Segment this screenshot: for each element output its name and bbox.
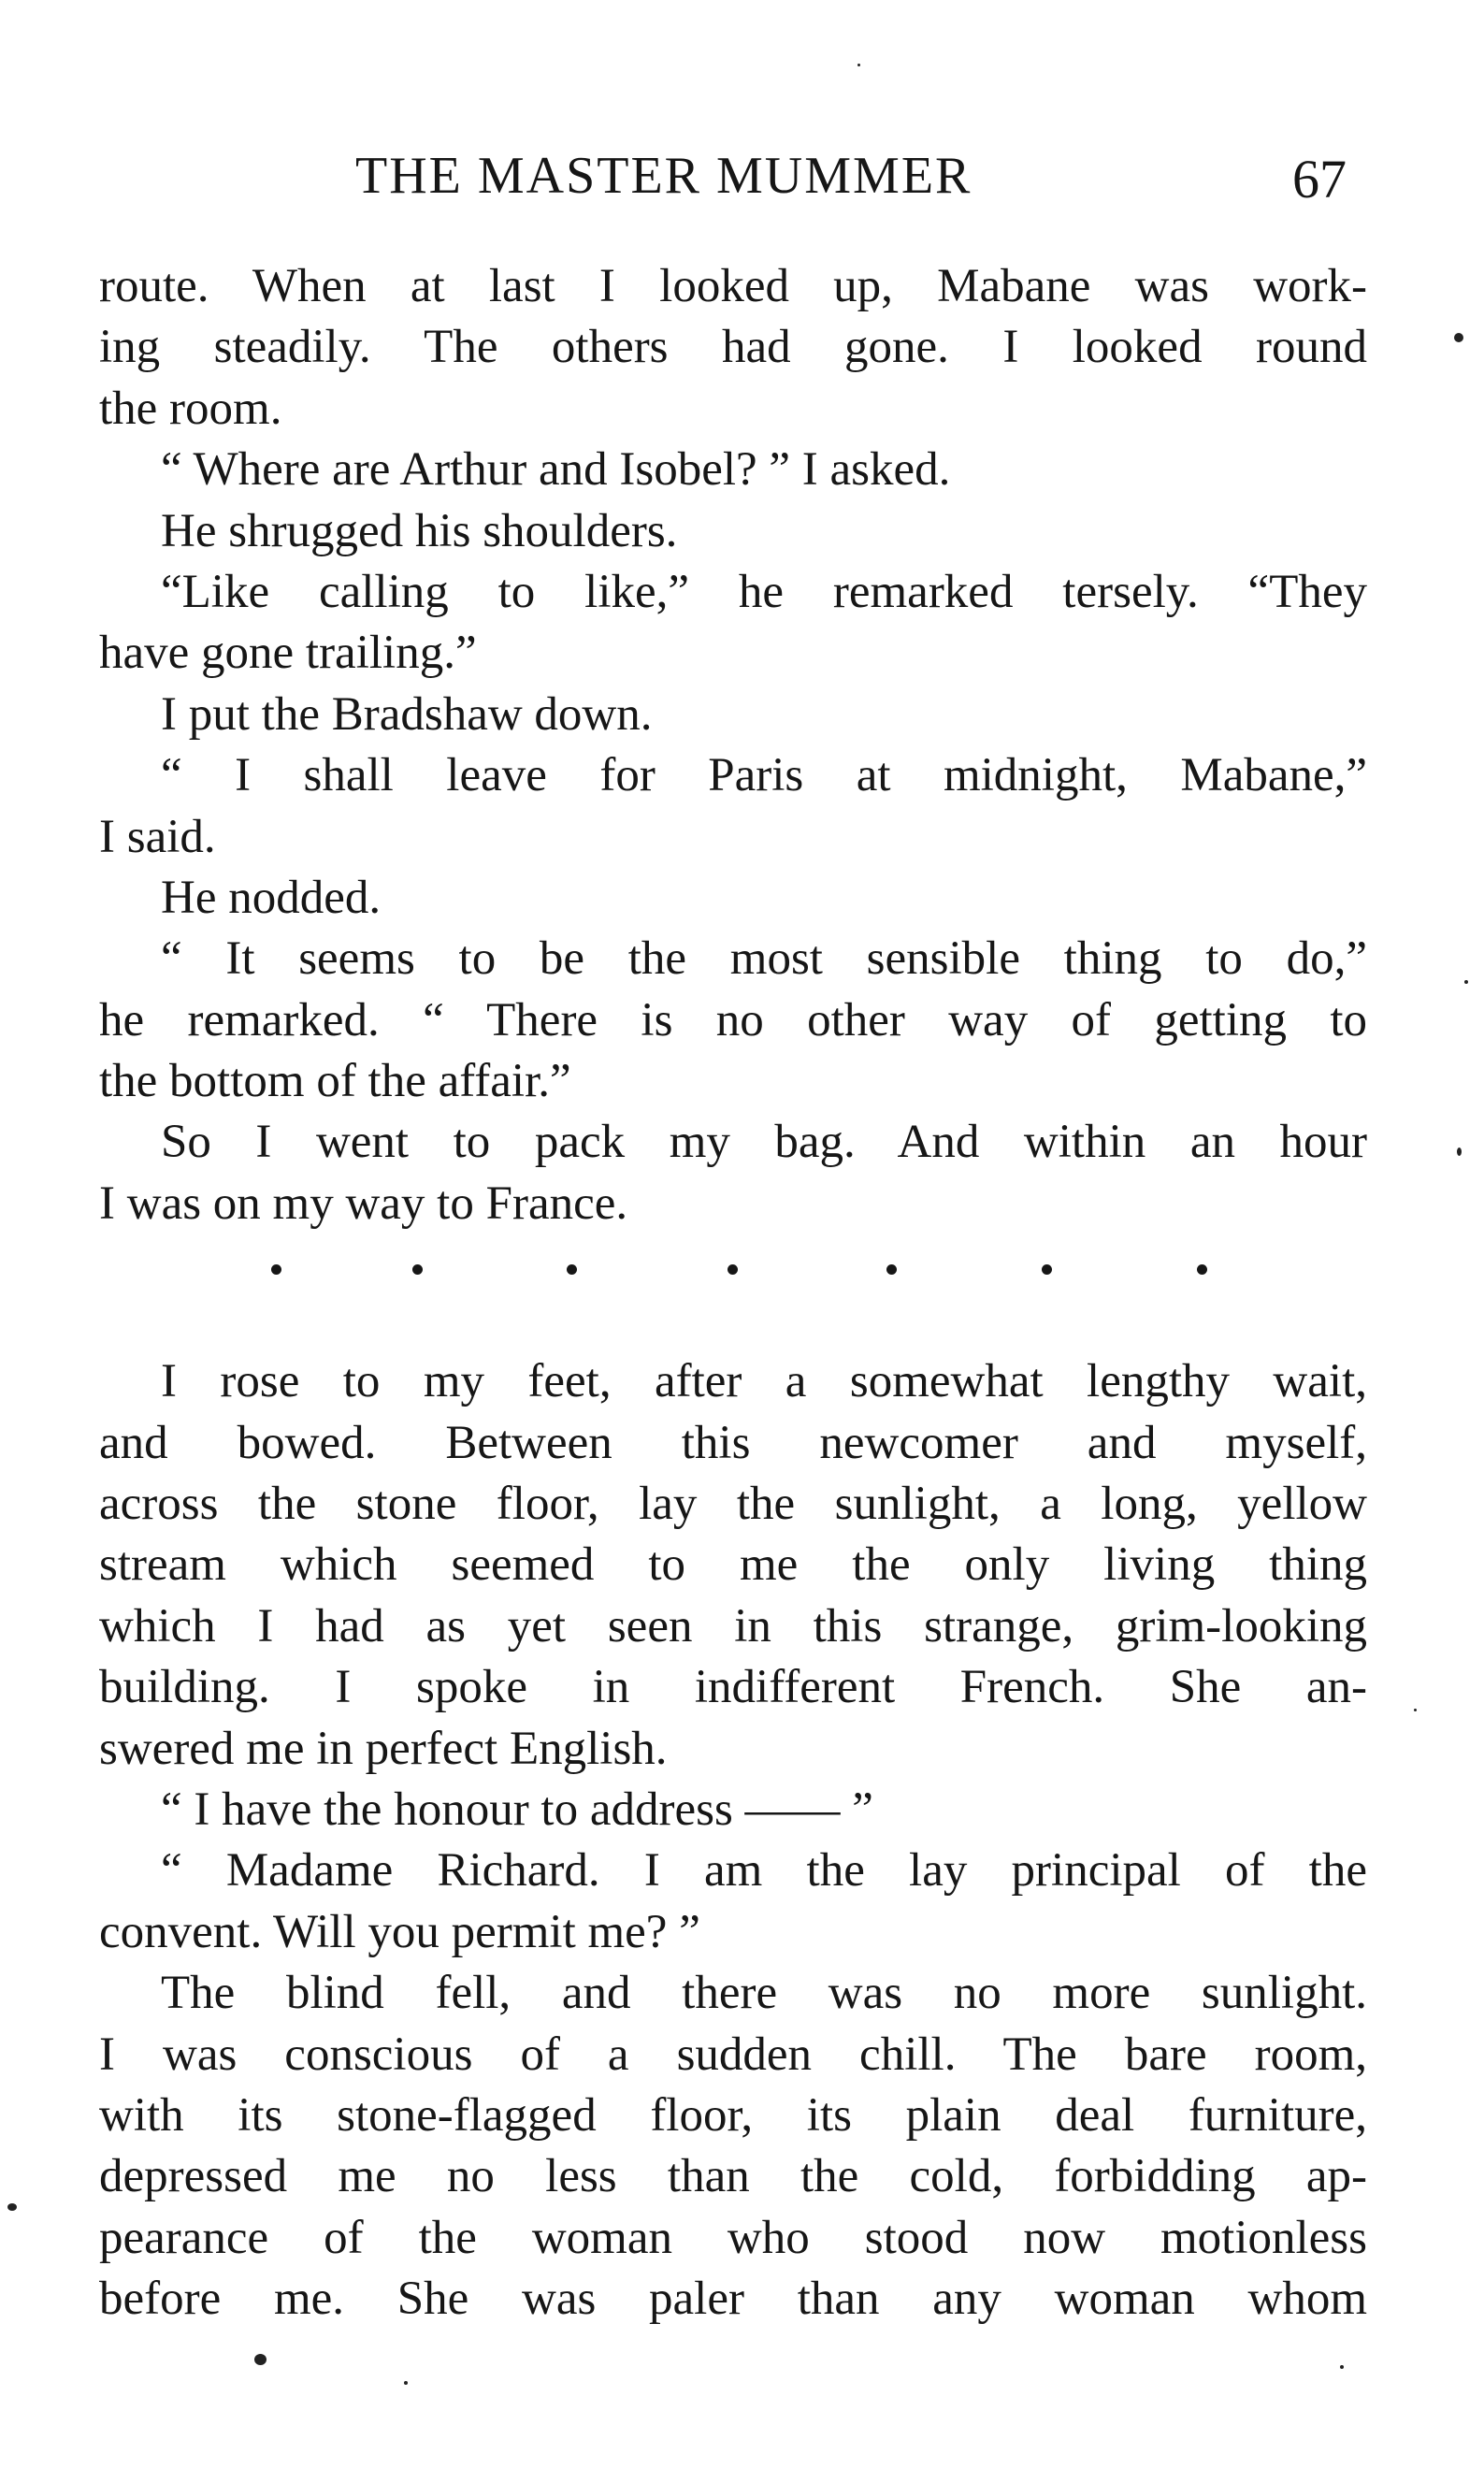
text-line: the bottom of the affair.” [99, 1055, 571, 1108]
print-speck [7, 2203, 17, 2211]
page-number: 67 [1292, 149, 1347, 209]
ellipsis-dot [1197, 1264, 1207, 1275]
print-speck [404, 2381, 408, 2385]
text-line: building. I spoke in indifferent French. She an- [99, 1661, 1367, 1714]
text-line: He shrugged his shoulders. [161, 504, 678, 557]
text-line: convent. Will you permit me? ” [99, 1905, 700, 1958]
running-header [0, 138, 1484, 213]
text-line: which I had as yet seen in this strange, grim-looking [99, 1599, 1367, 1653]
text-line: and bowed. Between this newcomer and myself, [99, 1416, 1367, 1469]
text-line: The blind fell, and there was no more sunlight. [161, 1967, 1367, 2020]
text-line: “ I shall leave for Paris at midnight, Mabane,” [161, 749, 1367, 802]
section-break-dots [99, 1234, 1367, 1300]
print-speck [254, 2354, 267, 2365]
ellipsis-dot [412, 1264, 423, 1275]
text-line: “ I have the honour to address —— ” [161, 1782, 873, 1836]
print-speck [857, 64, 860, 66]
text-line: “ Madame Richard. I am the lay principal of the [161, 1844, 1367, 1898]
body-text [99, 256, 1367, 2331]
print-speck [1414, 1709, 1417, 1711]
ellipsis-dot [728, 1264, 738, 1275]
text-line: So I went to pack my bag. And within an hour [161, 1116, 1367, 1169]
print-speck [1457, 1147, 1462, 1156]
ellipsis-dot [271, 1264, 281, 1275]
section-gap [99, 1300, 1367, 1351]
text-line: I put the Bradshaw down. [161, 687, 653, 741]
running-title: THE MASTER MUMMER [355, 147, 973, 205]
ellipsis-dot [567, 1264, 577, 1275]
text-line: depressed me no less than the cold, forbidding ap- [99, 2150, 1367, 2203]
text-line: route. When at last I looked up, Mabane was work- [99, 260, 1367, 312]
text-line: the room. [99, 382, 282, 435]
text-line: I rose to my feet, after a somewhat lengthy wait, [161, 1355, 1367, 1408]
text-line: He nodded. [161, 871, 382, 924]
text-line: “ Where are Arthur and Isobel? ” I asked. [161, 443, 951, 497]
print-speck [1454, 333, 1463, 342]
text-line: pearance of the woman who stood now motionless [99, 2211, 1367, 2264]
text-line: have gone trailing.” [99, 627, 477, 680]
text-line: swered me in perfect English. [99, 1722, 668, 1775]
text-line: I was conscious of a sudden chill. The bare room, [99, 2028, 1367, 2081]
print-speck [1340, 2365, 1344, 2369]
ellipsis-dot [1042, 1264, 1052, 1275]
text-line: across the stone floor, lay the sunlight, a long, yellow [99, 1478, 1367, 1531]
text-line: I was on my way to France. [99, 1176, 628, 1230]
text-line: he remarked. “ There is no other way of getting to [99, 993, 1367, 1046]
text-line: before me. She was paler than any woman whom [99, 2273, 1367, 2326]
text-line: stream which seemed to me the only living thing [99, 1538, 1367, 1592]
text-line: I said. [99, 810, 216, 863]
text-line: with its stone-flagged floor, its plain deal furniture, [99, 2088, 1367, 2142]
text-line: “Like calling to like,” he remarked tersely. “They [161, 565, 1367, 618]
ellipsis-dot [886, 1264, 897, 1275]
text-line: “ It seems to be the most sensible thing to do,” [161, 932, 1367, 986]
print-speck [1464, 980, 1468, 984]
text-line: ing steadily. The others had gone. I looked round [99, 321, 1367, 374]
